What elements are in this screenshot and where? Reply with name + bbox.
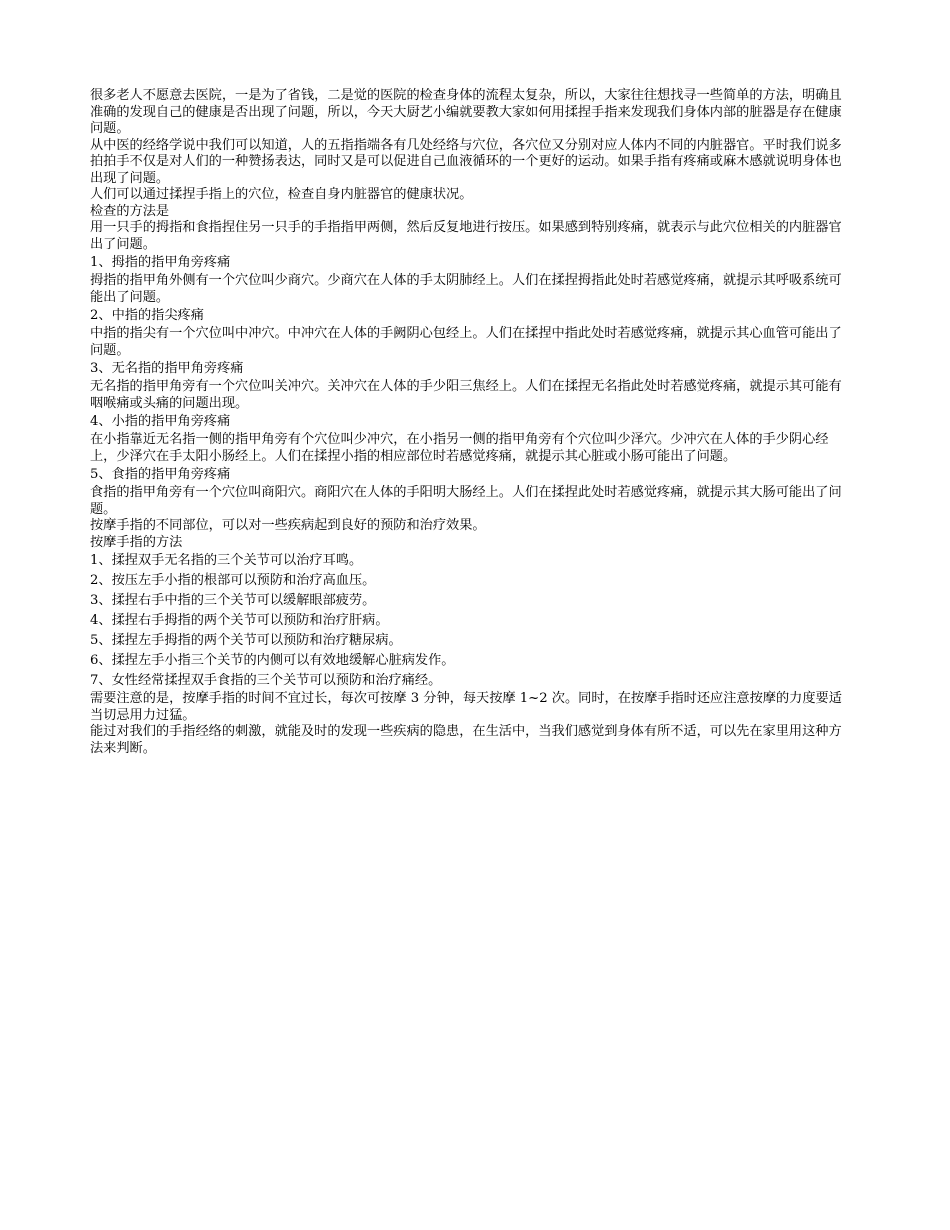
heading-massage-method: 按摩手指的方法	[90, 534, 183, 550]
paragraph-conclusion: 能过对我们的手指经络的刺激，就能及时的发现一些疾病的隐患，在生活中，当我们感觉到身体有所不适，可以先在家里用这种方法来判断。	[90, 724, 842, 756]
paragraph-tcm-meridians: 从中医的经络学说中我们可以知道，人的五指指端各有几处经络与穴位，各穴位又分别对应人体内不同的内脏器官。平时我们说多拍拍手不仅是对人们的一种赞扬表达，同时又是可以促进自己血液循环的一个更好的运动。如果手指有疼痛或麻木感就说明身体也出现了问题。	[90, 137, 842, 186]
paragraph-middle-finger: 中指的指尖有一个穴位叫中冲穴。中冲穴在人体的手阙阴心包经上。人们在揉捏中指此处时若感觉疼痛，就提示其心血管可能出了问题。	[90, 326, 842, 358]
paragraph-ring-finger: 无名指的指甲角旁有一个穴位叫关冲穴。关冲穴在人体的手少阳三焦经上。人们在揉捏无名指此处时若感觉疼痛，就提示其可能有咽喉痛或头痛的问题出现。	[90, 379, 842, 411]
paragraph-check-method: 用一只手的拇指和食指捏住另一只手的手指指甲两侧，然后反复地进行按压。如果感到特别疼痛，就表示与此穴位相关的内脏器官出了问题。	[90, 220, 842, 252]
list-item-ring-finger: 3、无名指的指甲角旁疼痛	[90, 361, 244, 376]
paragraph-little-finger: 在小指靠近无名指一侧的指甲角旁有个穴位叫少冲穴，在小指另一侧的指甲角旁有个穴位叫少泽穴。少冲穴在人体的手少阴心经上，少泽穴在手太阳小肠经上。人们在揉捏小指的相应部位时若感觉疼痛，就提示其心脏或小肠可能出了问题。	[90, 432, 829, 464]
paragraph-massage-effect: 按摩手指的不同部位，可以对一些疾病起到良好的预防和治疗效果。	[90, 518, 486, 533]
paragraph-caution: 需要注意的是，按摩手指的时间不宜过长，每次可按摩 3 分钟，每天按摩 1~2 次。同时，在按摩手指时还应注意按摩的力度要适当切忌用力过猛。	[90, 691, 842, 723]
paragraph-summary: 人们可以通过揉捏手指上的穴位，检查自身内脏器官的健康状况。	[90, 187, 473, 202]
list-item-little-finger: 4、小指的指甲角旁疼痛	[90, 414, 231, 429]
list-item-middle-finger: 2、中指的指尖疼痛	[90, 308, 204, 323]
list-item-massage-6: 6、揉捏左手小指三个关节的内侧可以有效地缓解心脏病发作。	[90, 653, 455, 668]
list-item-massage-7: 7、女性经常揉捏双手食指的三个关节可以预防和治疗痛经。	[90, 673, 442, 688]
list-item-massage-3: 3、揉捏右手中指的三个关节可以缓解眼部疲劳。	[90, 593, 376, 608]
heading-check-method: 检查的方法是	[90, 203, 170, 219]
list-item-index-finger: 5、食指的指甲角旁疼痛	[90, 467, 231, 482]
list-item-massage-2: 2、按压左手小指的根部可以预防和治疗高血压。	[90, 573, 376, 588]
paragraph-index-finger: 食指的指甲角旁有一个穴位叫商阳穴。商阳穴在人体的手阳明大肠经上。人们在揉捏此处时若感觉疼痛，就提示其大肠可能出了问题。	[90, 485, 842, 517]
list-item-thumb: 1、拇指的指甲角旁疼痛	[90, 255, 231, 270]
paragraph-intro: 很多老人不愿意去医院，一是为了省钱，二是觉的医院的检查身体的流程太复杂，所以，大家往往想找寻一些简单的方法，明确且准确的发现自己的健康是否出现了问题，所以，今天大厨艺小编就要教大家如何用揉捏手指来发现我们身体内部的脏器是存在健康问题。	[90, 88, 842, 136]
document-body	[90, 88, 854, 757]
paragraph-thumb: 拇指的指甲角外侧有一个穴位叫少商穴。少商穴在人体的手太阴肺经上。人们在揉捏拇指此处时若感觉疼痛，就提示其呼吸系统可能出了问题。	[90, 273, 842, 305]
list-item-massage-4: 4、揉捏右手拇指的两个关节可以预防和治疗肝病。	[90, 613, 389, 628]
list-item-massage-5: 5、揉捏左手拇指的两个关节可以预防和治疗糖尿病。	[90, 633, 402, 648]
list-item-massage-1: 1、揉捏双手无名指的三个关节可以治疗耳鸣。	[90, 553, 363, 568]
